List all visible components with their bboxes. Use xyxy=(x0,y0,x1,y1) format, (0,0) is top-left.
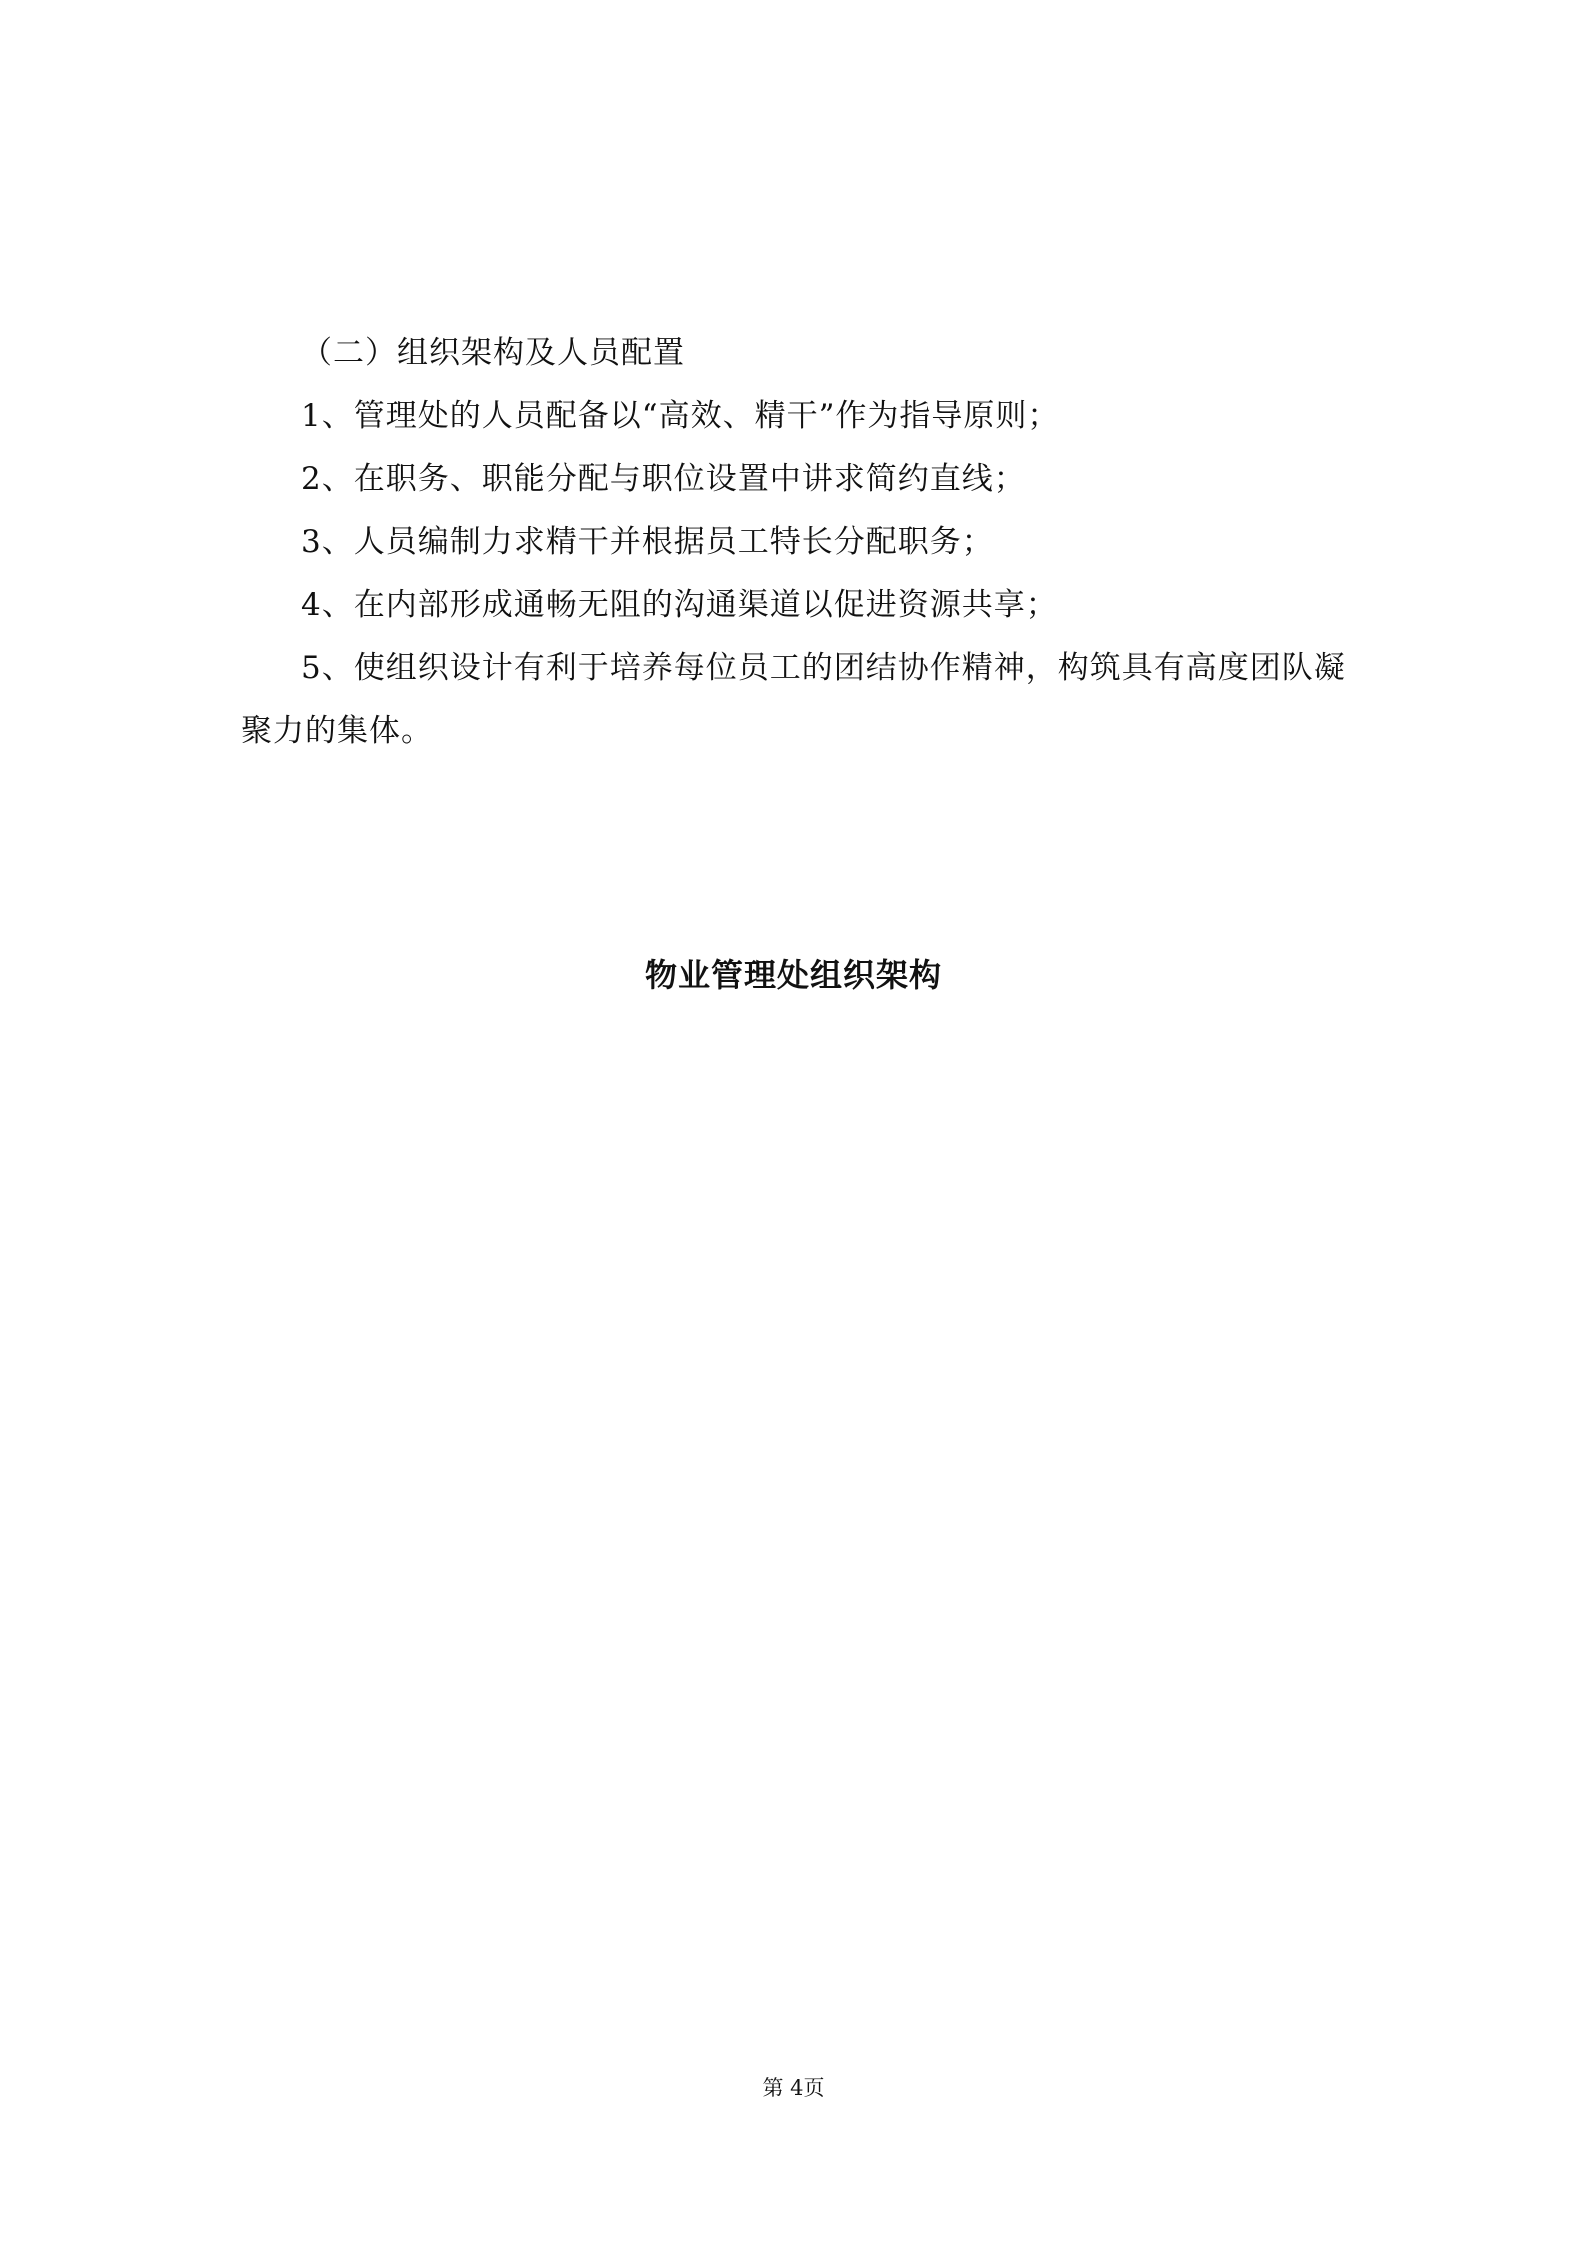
list-item-5: 5、使组织设计有利于培养每位员工的团结协作精神，构筑具有高度团队凝 xyxy=(301,650,1346,686)
list-item-2: 2、在职务、职能分配与职位设置中讲求简约直线； xyxy=(301,461,1026,497)
org-chart-title: 物业管理处组织架构 xyxy=(644,956,942,994)
list-item-1: 1、管理处的人员配备以“高效、精干”作为指导原则； xyxy=(301,398,1060,434)
list-item-3: 3、人员编制力求精干并根据员工特长分配职务； xyxy=(301,524,994,560)
list-item-5-continuation: 聚力的集体。 xyxy=(241,713,433,749)
page-number: 第 4页 xyxy=(762,2076,825,2100)
section-heading: （二）组织架构及人员配置 xyxy=(301,335,685,371)
list-item-4: 4、在内部形成通畅无阻的沟通渠道以促进资源共享； xyxy=(301,587,1058,623)
